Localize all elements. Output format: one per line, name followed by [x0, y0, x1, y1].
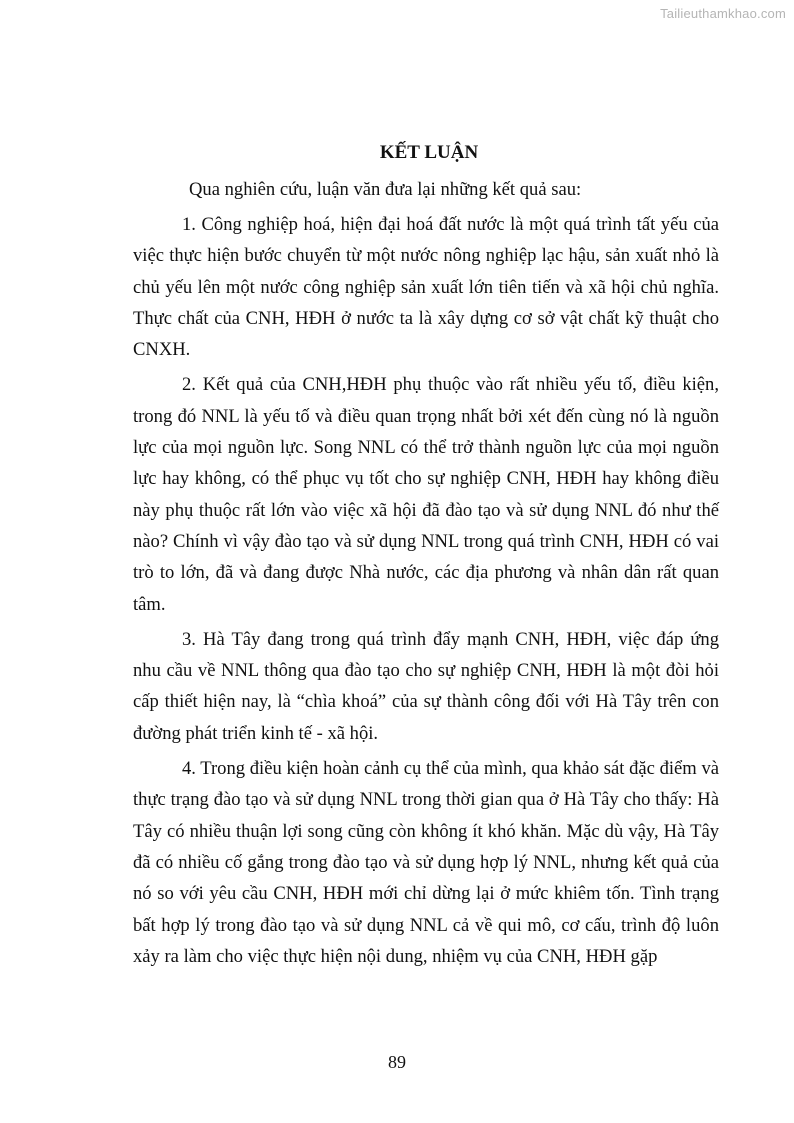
conclusion-paragraph-1: 1. Công nghiệp hoá, hiện đại hoá đất nước là một quá trình tất yếu của việc thực hiện bước chuyển từ một nước nông nghiệp lạc hậu, sản xuất nhỏ là chủ yếu lên một nước công nghiệp sản xuất lớn tiên tiến và xã hội chủ nghĩa. Thực chất của CNH, HĐH ở nước ta là xây dựng cơ sở vật chất kỹ thuật cho CNXH.	[133, 214, 719, 361]
section-title: KẾT LUẬN	[379, 142, 479, 163]
page-number: 89	[388, 1052, 406, 1072]
conclusion-paragraph-4: 4. Trong điều kiện hoàn cảnh cụ thể của mình, qua khảo sát đặc điểm và thực trạng đào tạo và sử dụng NNL trong thời gian qua ở Hà Tây cho thấy: Hà Tây có nhiều thuận lợi song cũng còn không ít khó khăn. Mặc dù vậy, Hà Tây đã có nhiều cố gắng trong đào tạo và sử dụng hợp lý NNL, nhưng kết quả của nó so với yêu cầu CNH, HĐH mới chỉ dừng lại ở mức khiêm tốn. Tình trạng bất hợp lý trong đào tạo và sử dụng NNL cả về qui mô, cơ cấu, trình độ luôn xảy ra làm cho việc thực hiện nội dung, nhiệm vụ của CNH, HĐH gặp	[133, 758, 719, 967]
conclusion-paragraph-2: 2. Kết quả của CNH,HĐH phụ thuộc vào rất nhiều yếu tố, điều kiện, trong đó NNL là yếu tố và điều quan trọng nhất bởi xét đến cùng nó là nguồn lực của mọi nguồn lực. Song NNL có thể trở thành nguồn lực của mọi nguồn lực hay không, có thể phục vụ tốt cho sự nghiệp CNH, HĐH hay không điều này phụ thuộc rất lớn vào việc xã hội đã đào tạo và sử dụng NNL đó như thế nào? Chính vì vậy đào tạo và sử dụng NNL trong quá trình CNH, HĐH có vai trò to lớn, đã và đang được Nhà nước, các địa phương và nhân dân rất quan tâm.	[133, 374, 719, 615]
conclusion-paragraph-3: 3. Hà Tây đang trong quá trình đẩy mạnh CNH, HĐH, việc đáp ứng nhu cầu về NNL thông qua đào tạo cho sự nghiệp CNH, HĐH là một đòi hỏi cấp thiết hiện nay, là “chìa khoá” của sự thành công đối với Hà Tây trên con đường phát triển kinh tế - xã hội.	[133, 628, 719, 744]
document-page	[133, 137, 719, 976]
intro-paragraph: Qua nghiên cứu, luận văn đưa lại những kết quả sau:	[189, 179, 582, 200]
watermark: Tailieuthamkhao.com	[660, 6, 786, 21]
